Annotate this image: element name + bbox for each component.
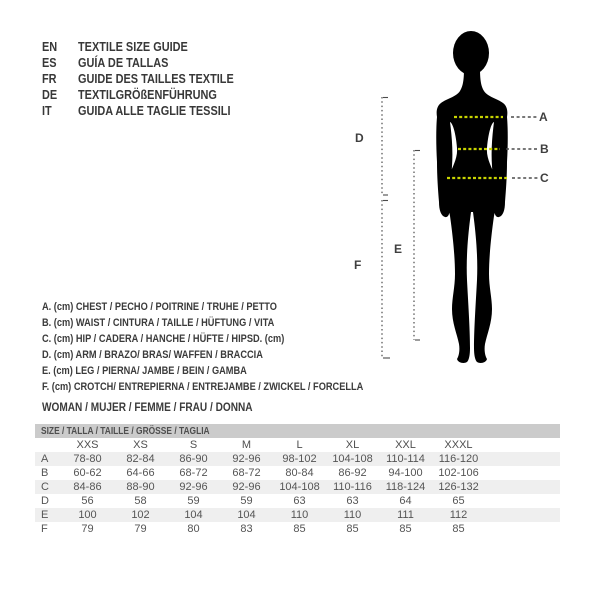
size-value-cell: 59 bbox=[187, 495, 200, 507]
language-title-text: TEXTILGRÖßENFÜHRUNG bbox=[78, 87, 217, 102]
size-value-cell: 92-96 bbox=[232, 481, 261, 493]
size-value-cell: 58 bbox=[134, 495, 147, 507]
gender-heading bbox=[42, 400, 293, 414]
size-value-cell: 85 bbox=[293, 523, 306, 535]
filler-cell bbox=[485, 508, 560, 522]
size-table-section bbox=[35, 424, 560, 536]
size-value-cell: 94-100 bbox=[388, 467, 423, 479]
size-value-cell: 80 bbox=[187, 523, 200, 535]
size-value-cell: 104 bbox=[184, 509, 203, 521]
measurement-definition-text: E. (cm) LEG / PIERNA/ JAMBE / BEIN / GAMBA bbox=[42, 365, 247, 377]
size-value-cell: 63 bbox=[293, 495, 306, 507]
corner-cell bbox=[35, 438, 61, 452]
figure-label-f: F bbox=[354, 258, 362, 272]
filler-cell bbox=[485, 466, 560, 480]
measurement-definition bbox=[42, 331, 425, 347]
language-code bbox=[42, 39, 78, 55]
size-value-cell: 85 bbox=[346, 523, 359, 535]
gender-heading-text: WOMAN / MUJER / FEMME / FRAU / DONNA bbox=[42, 400, 253, 414]
size-value-cell: 104 bbox=[237, 509, 256, 521]
measurement-definition-text: B. (cm) WAIST / CINTURA / TAILLE / HÜFTUNG / VITA bbox=[42, 317, 275, 329]
measurement-definition-text: F. (cm) CROTCH/ ENTREPIERNA / ENTREJAMBE / ZWICKEL / FORCELLA bbox=[42, 381, 364, 393]
size-value-cell: 118-124 bbox=[385, 481, 426, 493]
size-value-cell: 64 bbox=[399, 495, 412, 507]
size-value-cell: 68-72 bbox=[179, 467, 208, 479]
measurement-definition bbox=[42, 315, 425, 331]
size-column-header: XXXL bbox=[444, 439, 473, 451]
size-table-head bbox=[35, 438, 560, 452]
measurement-definition bbox=[42, 379, 425, 395]
language-title bbox=[78, 103, 260, 119]
language-row bbox=[42, 87, 263, 103]
size-value-cell: 56 bbox=[81, 495, 94, 507]
size-column-header: XS bbox=[133, 439, 148, 451]
language-title-text: GUIDE DES TAILLES TEXTILE bbox=[78, 71, 234, 86]
language-title-text: GUIDA ALLE TAGLIE TESSILI bbox=[78, 103, 231, 118]
size-value-cell: 82-84 bbox=[126, 453, 155, 465]
row-label: A bbox=[41, 453, 49, 465]
size-table-title-bar bbox=[35, 424, 560, 438]
measurement-definition-text: A. (cm) CHEST / PECHO / POITRINE / TRUHE / PETTO bbox=[42, 301, 277, 313]
size-table-row bbox=[35, 480, 560, 494]
size-column-header: XXS bbox=[76, 439, 99, 451]
size-value-cell: 86-90 bbox=[179, 453, 208, 465]
size-value-cell: 78-80 bbox=[73, 453, 102, 465]
size-value-cell: 64-66 bbox=[126, 467, 155, 479]
language-code bbox=[42, 55, 78, 71]
measurement-definition-text: C. (cm) HIP / CADERA / HANCHE / HÜFTE / HIPSD. (cm) bbox=[42, 333, 285, 345]
figure-label-b: B bbox=[540, 142, 549, 156]
size-value-cell: 100 bbox=[78, 509, 97, 521]
size-value-cell: 126-132 bbox=[438, 481, 479, 493]
size-value-cell: 65 bbox=[452, 495, 465, 507]
figure-label-d: D bbox=[355, 131, 364, 145]
language-title-text: GUÍA DE TALLAS bbox=[78, 55, 169, 70]
size-value-cell: 63 bbox=[346, 495, 359, 507]
language-code-text: ES bbox=[42, 55, 57, 70]
language-code bbox=[42, 87, 78, 103]
size-value-cell: 83 bbox=[240, 523, 253, 535]
filler-cell bbox=[485, 452, 560, 466]
size-value-cell: 110 bbox=[343, 509, 362, 521]
size-table-row bbox=[35, 522, 560, 536]
measurement-definition bbox=[42, 363, 425, 379]
size-table-row bbox=[35, 452, 560, 466]
language-title-text: TEXTILE SIZE GUIDE bbox=[78, 39, 188, 54]
size-column-header: S bbox=[189, 439, 198, 451]
language-title bbox=[78, 71, 263, 87]
row-label: D bbox=[41, 495, 49, 507]
filler-cell bbox=[485, 480, 560, 494]
measurement-definition bbox=[42, 347, 425, 363]
size-table-title: SIZE / TALLA / TAILLE / GRÖSSE / TAGLIA bbox=[41, 425, 210, 437]
size-value-cell: 111 bbox=[397, 509, 414, 521]
size-value-cell: 102-106 bbox=[438, 467, 479, 479]
row-label: F bbox=[41, 523, 48, 535]
size-column-header: XL bbox=[345, 439, 360, 451]
silhouette-body bbox=[436, 68, 508, 363]
size-table-row bbox=[35, 508, 560, 522]
figure-label-c: C bbox=[540, 171, 549, 185]
language-row bbox=[42, 103, 263, 119]
size-value-cell: 110-114 bbox=[386, 453, 425, 465]
size-value-cell: 104-108 bbox=[332, 453, 373, 465]
size-table-row bbox=[35, 466, 560, 480]
language-list bbox=[42, 39, 263, 119]
size-value-cell: 80-84 bbox=[285, 467, 314, 479]
language-title bbox=[78, 55, 186, 71]
size-value-cell: 85 bbox=[452, 523, 465, 535]
size-value-cell: 85 bbox=[399, 523, 412, 535]
size-table-row bbox=[35, 494, 560, 508]
filler-cell bbox=[485, 438, 560, 452]
language-code-text: IT bbox=[42, 103, 52, 118]
filler-cell bbox=[485, 522, 560, 536]
filler-cell bbox=[485, 494, 560, 508]
language-title bbox=[78, 39, 209, 55]
size-value-cell: 92-96 bbox=[179, 481, 208, 493]
size-value-cell: 92-96 bbox=[232, 453, 261, 465]
size-value-cell: 112 bbox=[449, 509, 468, 521]
size-table bbox=[35, 438, 560, 536]
language-row bbox=[42, 71, 263, 87]
woman-silhouette bbox=[436, 31, 508, 363]
size-value-cell: 79 bbox=[81, 523, 94, 535]
size-column-header: XXL bbox=[395, 439, 416, 451]
size-column-header: L bbox=[296, 439, 303, 451]
measurement-definition-text: D. (cm) ARM / BRAZO/ BRAS/ WAFFEN / BRACCIA bbox=[42, 349, 263, 361]
language-code bbox=[42, 103, 78, 119]
size-value-cell: 110 bbox=[290, 509, 309, 521]
figure-label-e: E bbox=[394, 242, 403, 256]
figure-label-a: A bbox=[539, 110, 548, 124]
size-value-cell: 86-92 bbox=[338, 467, 367, 479]
size-value-cell: 88-90 bbox=[126, 481, 155, 493]
language-code-text: EN bbox=[42, 39, 58, 54]
size-value-cell: 84-86 bbox=[73, 481, 102, 493]
language-code bbox=[42, 71, 78, 87]
size-value-cell: 98-102 bbox=[282, 453, 317, 465]
language-row bbox=[42, 39, 263, 55]
size-value-cell: 116-120 bbox=[438, 453, 479, 465]
size-columns-row bbox=[35, 438, 560, 452]
size-value-cell: 59 bbox=[240, 495, 253, 507]
language-code-text: FR bbox=[42, 71, 57, 86]
language-code-text: DE bbox=[42, 87, 58, 102]
row-label: C bbox=[41, 481, 49, 493]
measurement-definitions bbox=[42, 299, 425, 395]
language-title bbox=[78, 87, 243, 103]
size-value-cell: 79 bbox=[134, 523, 147, 535]
size-table-body bbox=[35, 452, 560, 536]
row-label: B bbox=[41, 467, 49, 479]
language-row bbox=[42, 55, 263, 71]
size-value-cell: 102 bbox=[131, 509, 150, 521]
measurement-definition bbox=[42, 299, 425, 315]
size-column-header: M bbox=[241, 439, 252, 451]
size-value-cell: 60-62 bbox=[73, 467, 102, 479]
size-value-cell: 104-108 bbox=[279, 481, 320, 493]
row-label: E bbox=[41, 509, 49, 521]
size-value-cell: 110-116 bbox=[333, 481, 372, 493]
size-value-cell: 68-72 bbox=[232, 467, 261, 479]
